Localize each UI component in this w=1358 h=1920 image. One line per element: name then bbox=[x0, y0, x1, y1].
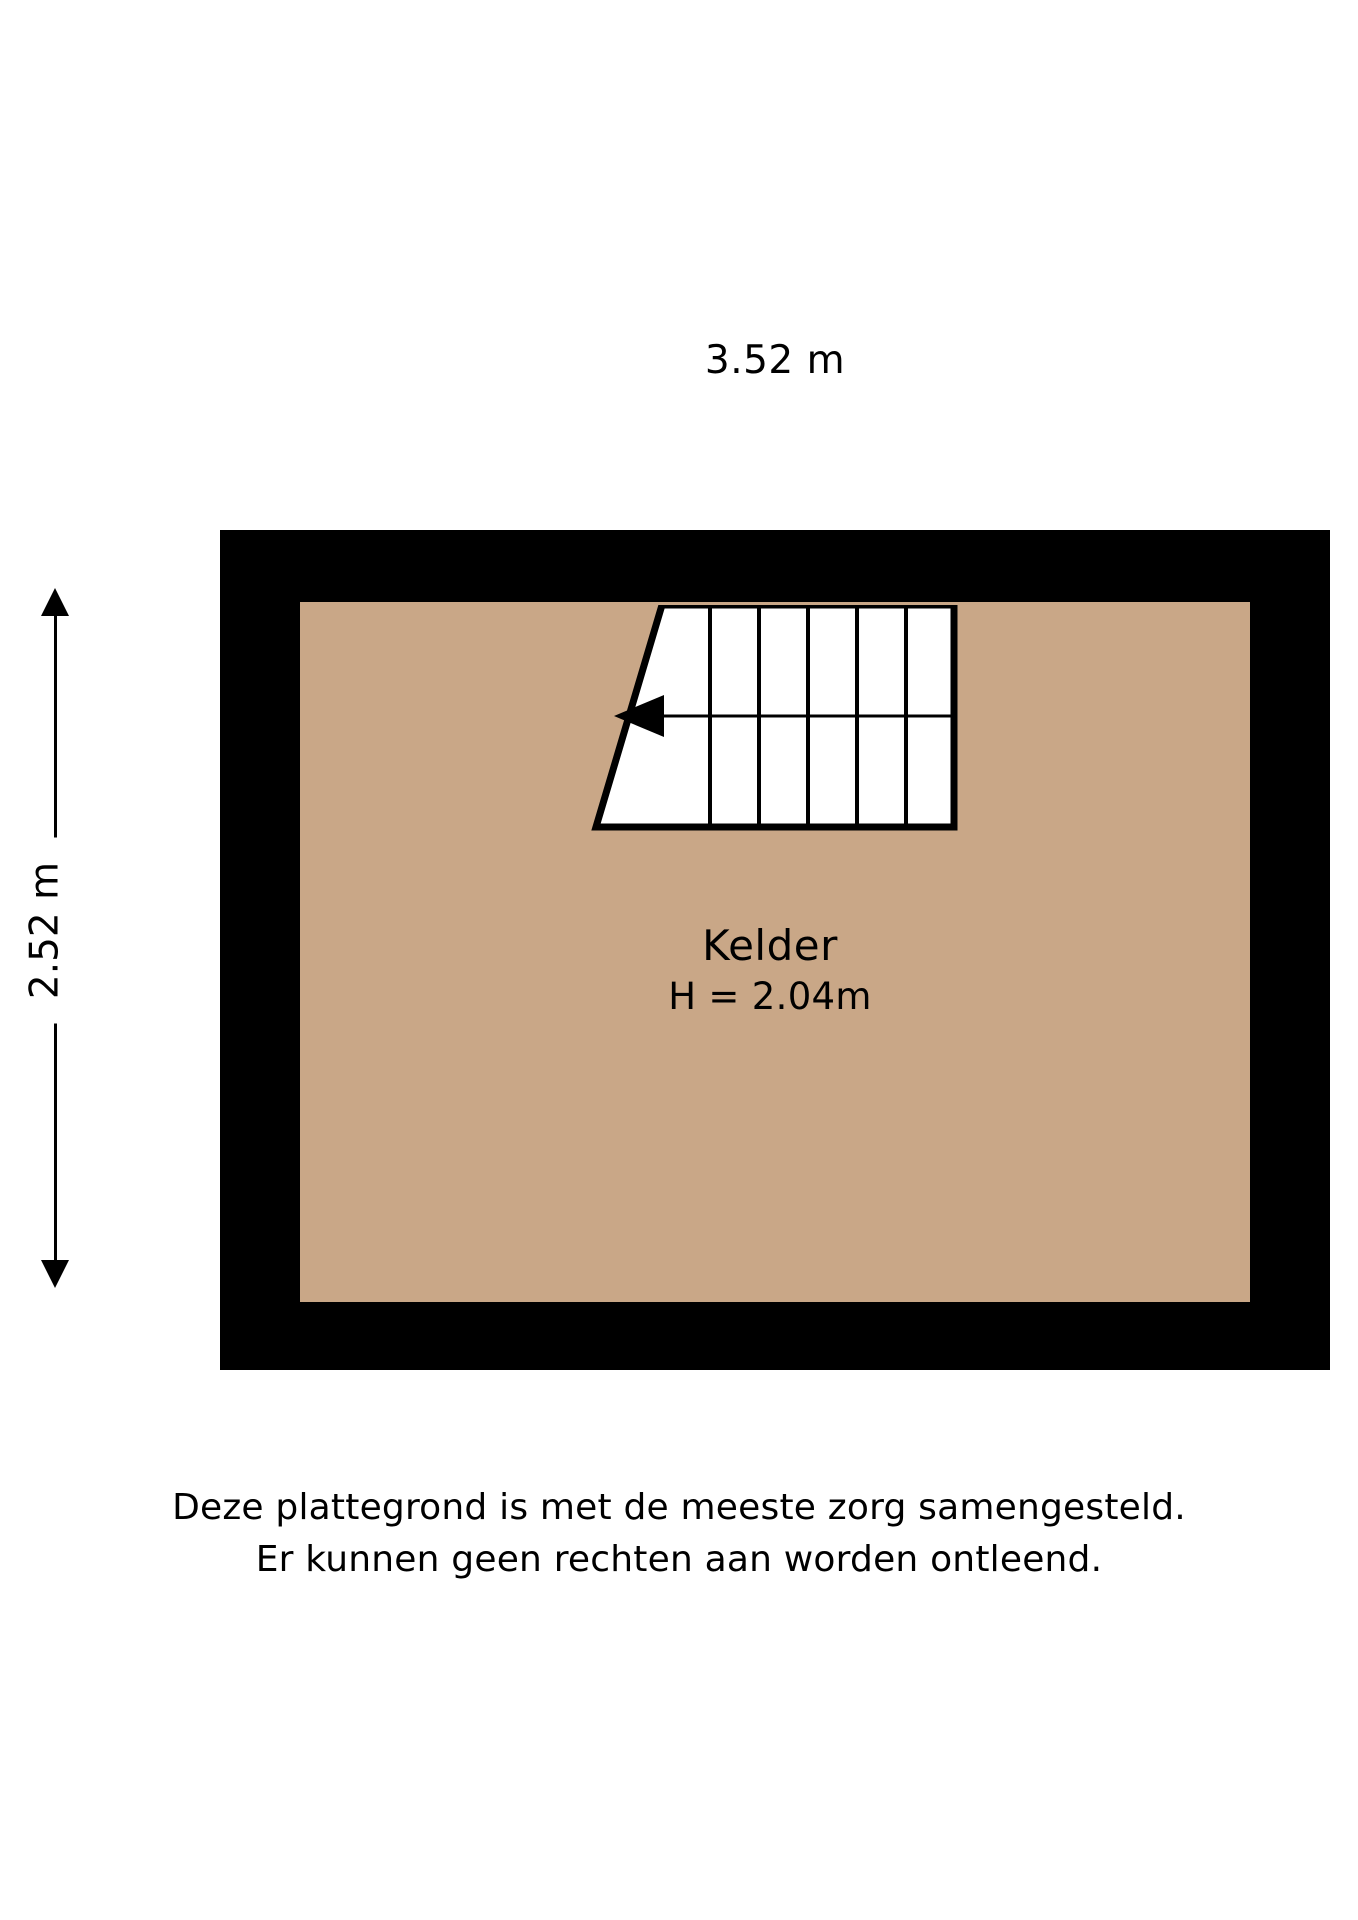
width-dimension-label bbox=[296, 338, 1254, 383]
staircase-icon bbox=[586, 605, 958, 840]
width-dimension-value: 3.52 m bbox=[679, 338, 871, 383]
arrow-up-icon bbox=[41, 588, 69, 616]
height-dimension bbox=[12, 588, 92, 1288]
height-dimension-value: 2.52 m bbox=[23, 838, 68, 1023]
arrow-down-icon bbox=[41, 1260, 69, 1288]
disclaimer-line-2: Er kunnen geen rechten aan worden ontleend. bbox=[255, 1539, 1103, 1580]
room-height: H = 2.04m bbox=[668, 975, 872, 1018]
room-label-kelder bbox=[400, 920, 1140, 1022]
disclaimer bbox=[79, 1482, 1279, 1586]
width-dimension bbox=[296, 330, 1254, 390]
disclaimer-line-1: Deze plattegrond is met de meeste zorg samengesteld. bbox=[172, 1487, 1186, 1528]
room-name: Kelder bbox=[702, 921, 838, 970]
height-dimension-label bbox=[23, 631, 68, 1231]
